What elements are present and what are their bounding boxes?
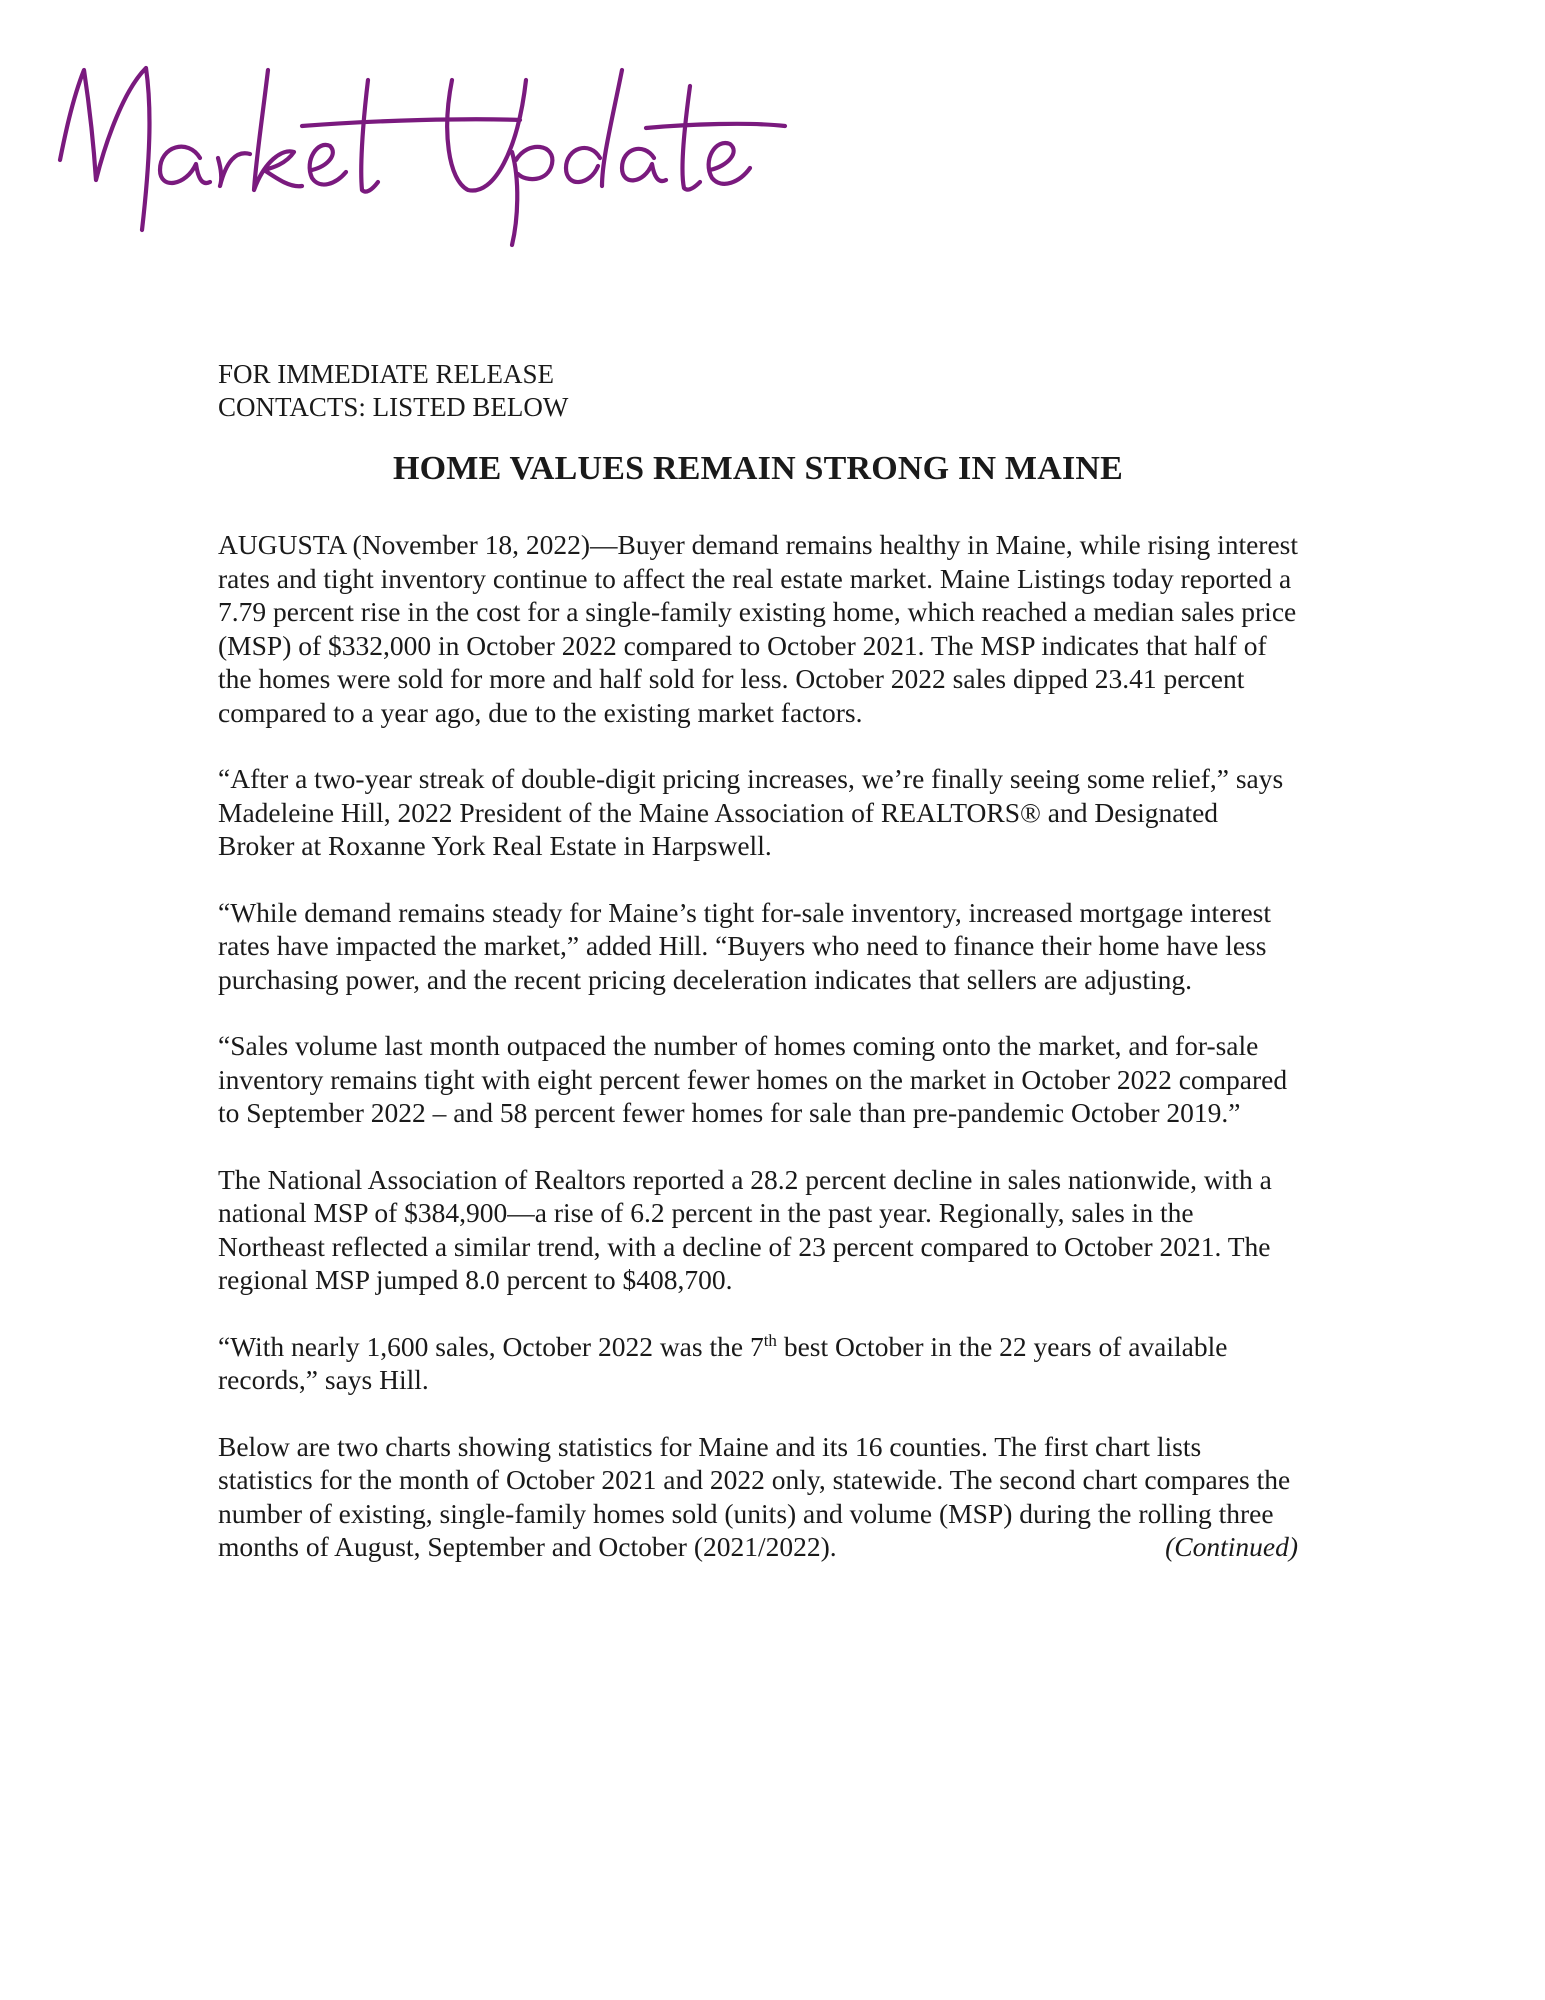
- paragraph-quote-demand: “While demand remains steady for Maine’s tight for-sale inventory, increased mortgage interest rates have impacted the market,” added Hill. “Buyers who need to finance their home have less purchasing power, and the recent pricing deceleration indicates that sellers are adjusting.: [218, 896, 1271, 995]
- paragraph-quote-inventory: “Sales volume last month outpaced the number of homes coming onto the market, and for-sale inventory remains tight with eight percent fewer homes on the market in October 2022 compared to September 2022 – and 58 percent fewer homes for sale than pre-pandemic October 2019.”: [218, 1030, 1288, 1128]
- quote-records-start: “With nearly 1,600 sales, October 2022 was the 7: [218, 1330, 764, 1362]
- release-line-immediate: FOR IMMEDIATE RELEASE: [218, 359, 554, 389]
- charts-intro-text: Below are two charts showing statistics for Maine and its 16 counties. The first chart lists statistics for the month of October 2021 and 2022 only, statewide. The second chart compares the number of existing, single-family homes sold (units) and volume (MSP) during the rolling three months of August, September and October (2021/2022).: [218, 1430, 1291, 1562]
- quote-records-end: best October in the 22 years of available records,” says Hill.: [218, 1330, 1228, 1395]
- paragraph-national: The National Association of Realtors reported a 28.2 percent decline in sales nationwide, with a national MSP of $384,900—a rise of 6.2 percent in the past year. Regionally, sales in the Northeast reflected a similar trend, with a decline of 23 percent compared to October 2021. The regional MSP jumped 8.0 percent to $408,700.: [218, 1163, 1272, 1295]
- continued-label: (Continued): [1165, 1531, 1298, 1562]
- ordinal-suffix: th: [763, 1330, 777, 1350]
- market-update-banner: [50, 40, 790, 270]
- market-update-script-title: [50, 40, 790, 270]
- press-release: [218, 358, 1298, 1597]
- paragraph-quote-records: [218, 1330, 1298, 1397]
- release-line-contacts: CONTACTS: LISTED BELOW: [218, 392, 569, 422]
- paragraph-quote-relief: “After a two-year streak of double-digit pricing increases, we’re finally seeing some relief,” says Madeleine Hill, 2022 President of the Maine Association of REALTORS® and Designated Broker at Roxanne York Real Estate in Harpswell.: [218, 763, 1284, 861]
- headline: HOME VALUES REMAIN STRONG IN MAINE: [392, 450, 1124, 487]
- paragraph-intro: AUGUSTA (November 18, 2022)—Buyer demand remains healthy in Maine, while rising interest rates and tight inventory continue to affect the real estate market. Maine Listings today reported a 7.79 percent rise in the cost for a single-family existing home, which reached a median sales price (MSP) of $332,000 in October 2022 compared to October 2021. The MSP indicates that half of the homes were sold for more and half sold for less. October 2022 sales dipped 23.41 percent compared to a year ago, due to the existing market factors.: [218, 529, 1299, 728]
- paragraph-charts-intro: [218, 1430, 1298, 1564]
